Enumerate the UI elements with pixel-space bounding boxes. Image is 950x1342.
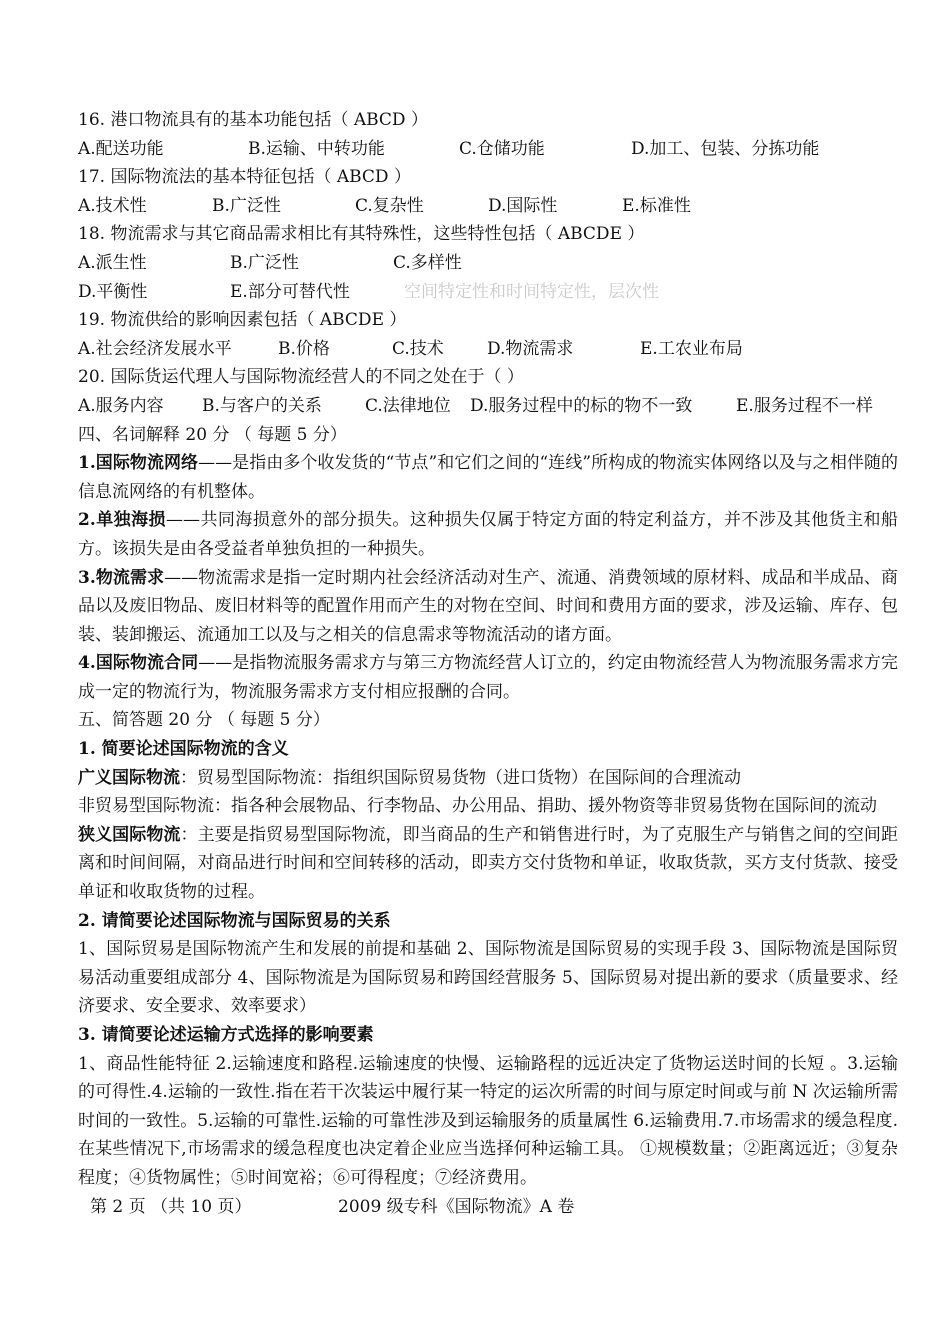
option: E.标准性	[622, 195, 691, 216]
definition: ——共同海损意外的部分损失。这种损失仅属于特定方面的特定利益方，并不涉及其他货主和船方。该损失是由各受益者单独负担的一种损失。	[78, 510, 898, 559]
section-5-heading: 五、简答题 20 分 （ 每题 5 分）	[78, 710, 330, 731]
short-answer-3-body: 1、商品性能特征 2.运输速度和路程.运输速度的快慢、运输路程的远近决定了货物运送时间的长短 。3.运输的可得性.4.运输的一致性.指在若干次装运中履行某一特定的运次所需的时间与原定时间或与前 N 次运输所需时间的一致性。5.运输的可靠性.运输的可靠性涉及到运输服务的质量属性 6.运输费用.7.市场需求的缓急程度.在某些情况下,市场需求的缓急程度也决定着企业应当选择何种运输工具。 ①规模数量；②距离远近；③复杂程度；④货物属性；⑤时间宽裕；⑥可得程度；⑦经济费用。	[78, 1053, 898, 1188]
narrow-definition	[78, 821, 898, 907]
broad-label: 广义国际物流	[78, 767, 180, 788]
option: B.广泛性	[230, 252, 299, 273]
option: A.社会经济发展水平	[78, 338, 232, 359]
option: A.派生性	[78, 252, 147, 273]
faint-note: 空间特定性和时间特定性，层次性	[404, 281, 659, 302]
question-20-options	[78, 392, 898, 421]
option: B.广泛性	[212, 195, 281, 216]
question-17-options	[78, 192, 898, 221]
option: D.物流需求	[487, 338, 574, 359]
option: B.运输、中转功能	[248, 138, 385, 159]
question-19: 19. 物流供给的影响因素包括（ ABCDE ）	[78, 310, 407, 331]
question-16-options	[78, 135, 898, 164]
option: D.国际性	[488, 195, 558, 216]
term: 4.国际物流合同	[78, 653, 199, 674]
question-18-options-row1	[78, 249, 898, 278]
exam-page	[78, 106, 898, 1221]
question-19-options	[78, 335, 898, 364]
option: A.技术性	[78, 195, 147, 216]
short-answer-3-title: 3. 请简要论述运输方式选择的影响要素	[78, 1025, 374, 1045]
option: C.仓储功能	[459, 138, 545, 159]
definition: ——是指物流服务需求方与第三方物流经营人订立的，约定由物流经营人为物流服务需求方完成一定的物流行为，物流服务需求方支付相应报酬的合同。	[78, 653, 899, 702]
term: 3.物流需求	[78, 567, 165, 588]
course-title: 2009 级专科《国际物流》A 卷	[338, 1196, 575, 1217]
term-definition	[78, 564, 898, 650]
option: B.与客户的关系	[202, 395, 322, 416]
option: A.配送功能	[78, 138, 164, 159]
nontrade-definition: 非贸易型国际物流：指各种会展物品、行李物品、办公用品、捐助、援外物资等非贸易货物在国际间的流动	[78, 796, 877, 817]
option: B.价格	[278, 338, 330, 359]
option: D.服务过程中的标的物不一致	[470, 395, 693, 416]
short-answer-2-body: 1、国际贸易是国际物流产生和发展的前提和基础 2、国际物流是国际贸易的实现手段 3、国际物流是国际贸易活动重要组成部分 4、国际物流是为国际贸易和跨国经营服务 5、国际贸易对提出新的要求（质量要求、经济要求、安全要求、效率要求）	[78, 939, 898, 1017]
page-number: 第 2 页 （共 10 页）	[90, 1196, 252, 1217]
option: C.复杂性	[355, 195, 424, 216]
page-footer	[78, 1193, 898, 1222]
section-4-heading: 四、名词解释 20 分 （ 每题 5 分）	[78, 424, 347, 445]
broad-text: ：贸易型国际物流：指组织国际贸易货物（进口货物）在国际间的合理流动	[180, 767, 741, 788]
term: 2.单独海损	[78, 510, 166, 531]
term-definition	[78, 506, 898, 563]
option: C.技术	[392, 338, 444, 359]
option: A.服务内容	[78, 395, 164, 416]
narrow-label: 狭义国际物流	[78, 824, 181, 845]
definition: ——是指由多个收发货的“节点”和它们之间的“连线”所构成的物流实体网络以及与之相伴随的信息流网络的有机整体。	[78, 453, 898, 502]
question-18: 18. 物流需求与其它商品需求相比有其特殊性，这些特性包括（ ABCDE ）	[78, 224, 645, 245]
option: C.法律地位	[365, 395, 451, 416]
term-definition	[78, 649, 898, 706]
option: E.工农业布局	[640, 338, 743, 359]
term-definition	[78, 449, 898, 506]
option: E.部分可替代性	[230, 281, 350, 302]
term: 1.国际物流网络	[78, 453, 199, 474]
short-answer-1-title: 1. 简要论述国际物流的含义	[78, 739, 289, 760]
option: D.加工、包装、分拣功能	[631, 138, 820, 159]
option: C.多样性	[393, 252, 462, 273]
question-16: 16. 港口物流具有的基本功能包括（ ABCD ）	[78, 110, 428, 130]
short-answer-2-title: 2. 请简要论述国际物流与国际贸易的关系	[78, 910, 391, 931]
question-18-options-row2	[78, 278, 898, 307]
question-20: 20. 国际货运代理人与国际物流经营人的不同之处在于（ ）	[78, 367, 524, 388]
narrow-text: ：主要是指贸易型国际物流，即当商品的生产和销售进行时，为了克服生产与销售之间的空间距离和时间间隔，对商品进行时间和空间转移的活动，即卖方交付货物和单证，收取货款，买方支付货款、接受单证和收取货物的过程。	[78, 824, 899, 903]
broad-definition	[78, 764, 898, 793]
definition: ——物流需求是指一定时期内社会经济活动对生产、流通、消费领域的原材料、成品和半成品、商品以及废旧物品、废旧材料等的配置作用而产生的对物在空间、时间和费用方面的要求，涉及运输、库存、包装、装卸搬运、流通加工以及与之相关的信息需求等物流活动的诸方面。	[78, 567, 899, 645]
question-17: 17. 国际物流法的基本特征包括（ ABCD ）	[78, 167, 411, 188]
option: E.服务过程不一样	[736, 395, 873, 416]
option: D.平衡性	[78, 281, 148, 302]
